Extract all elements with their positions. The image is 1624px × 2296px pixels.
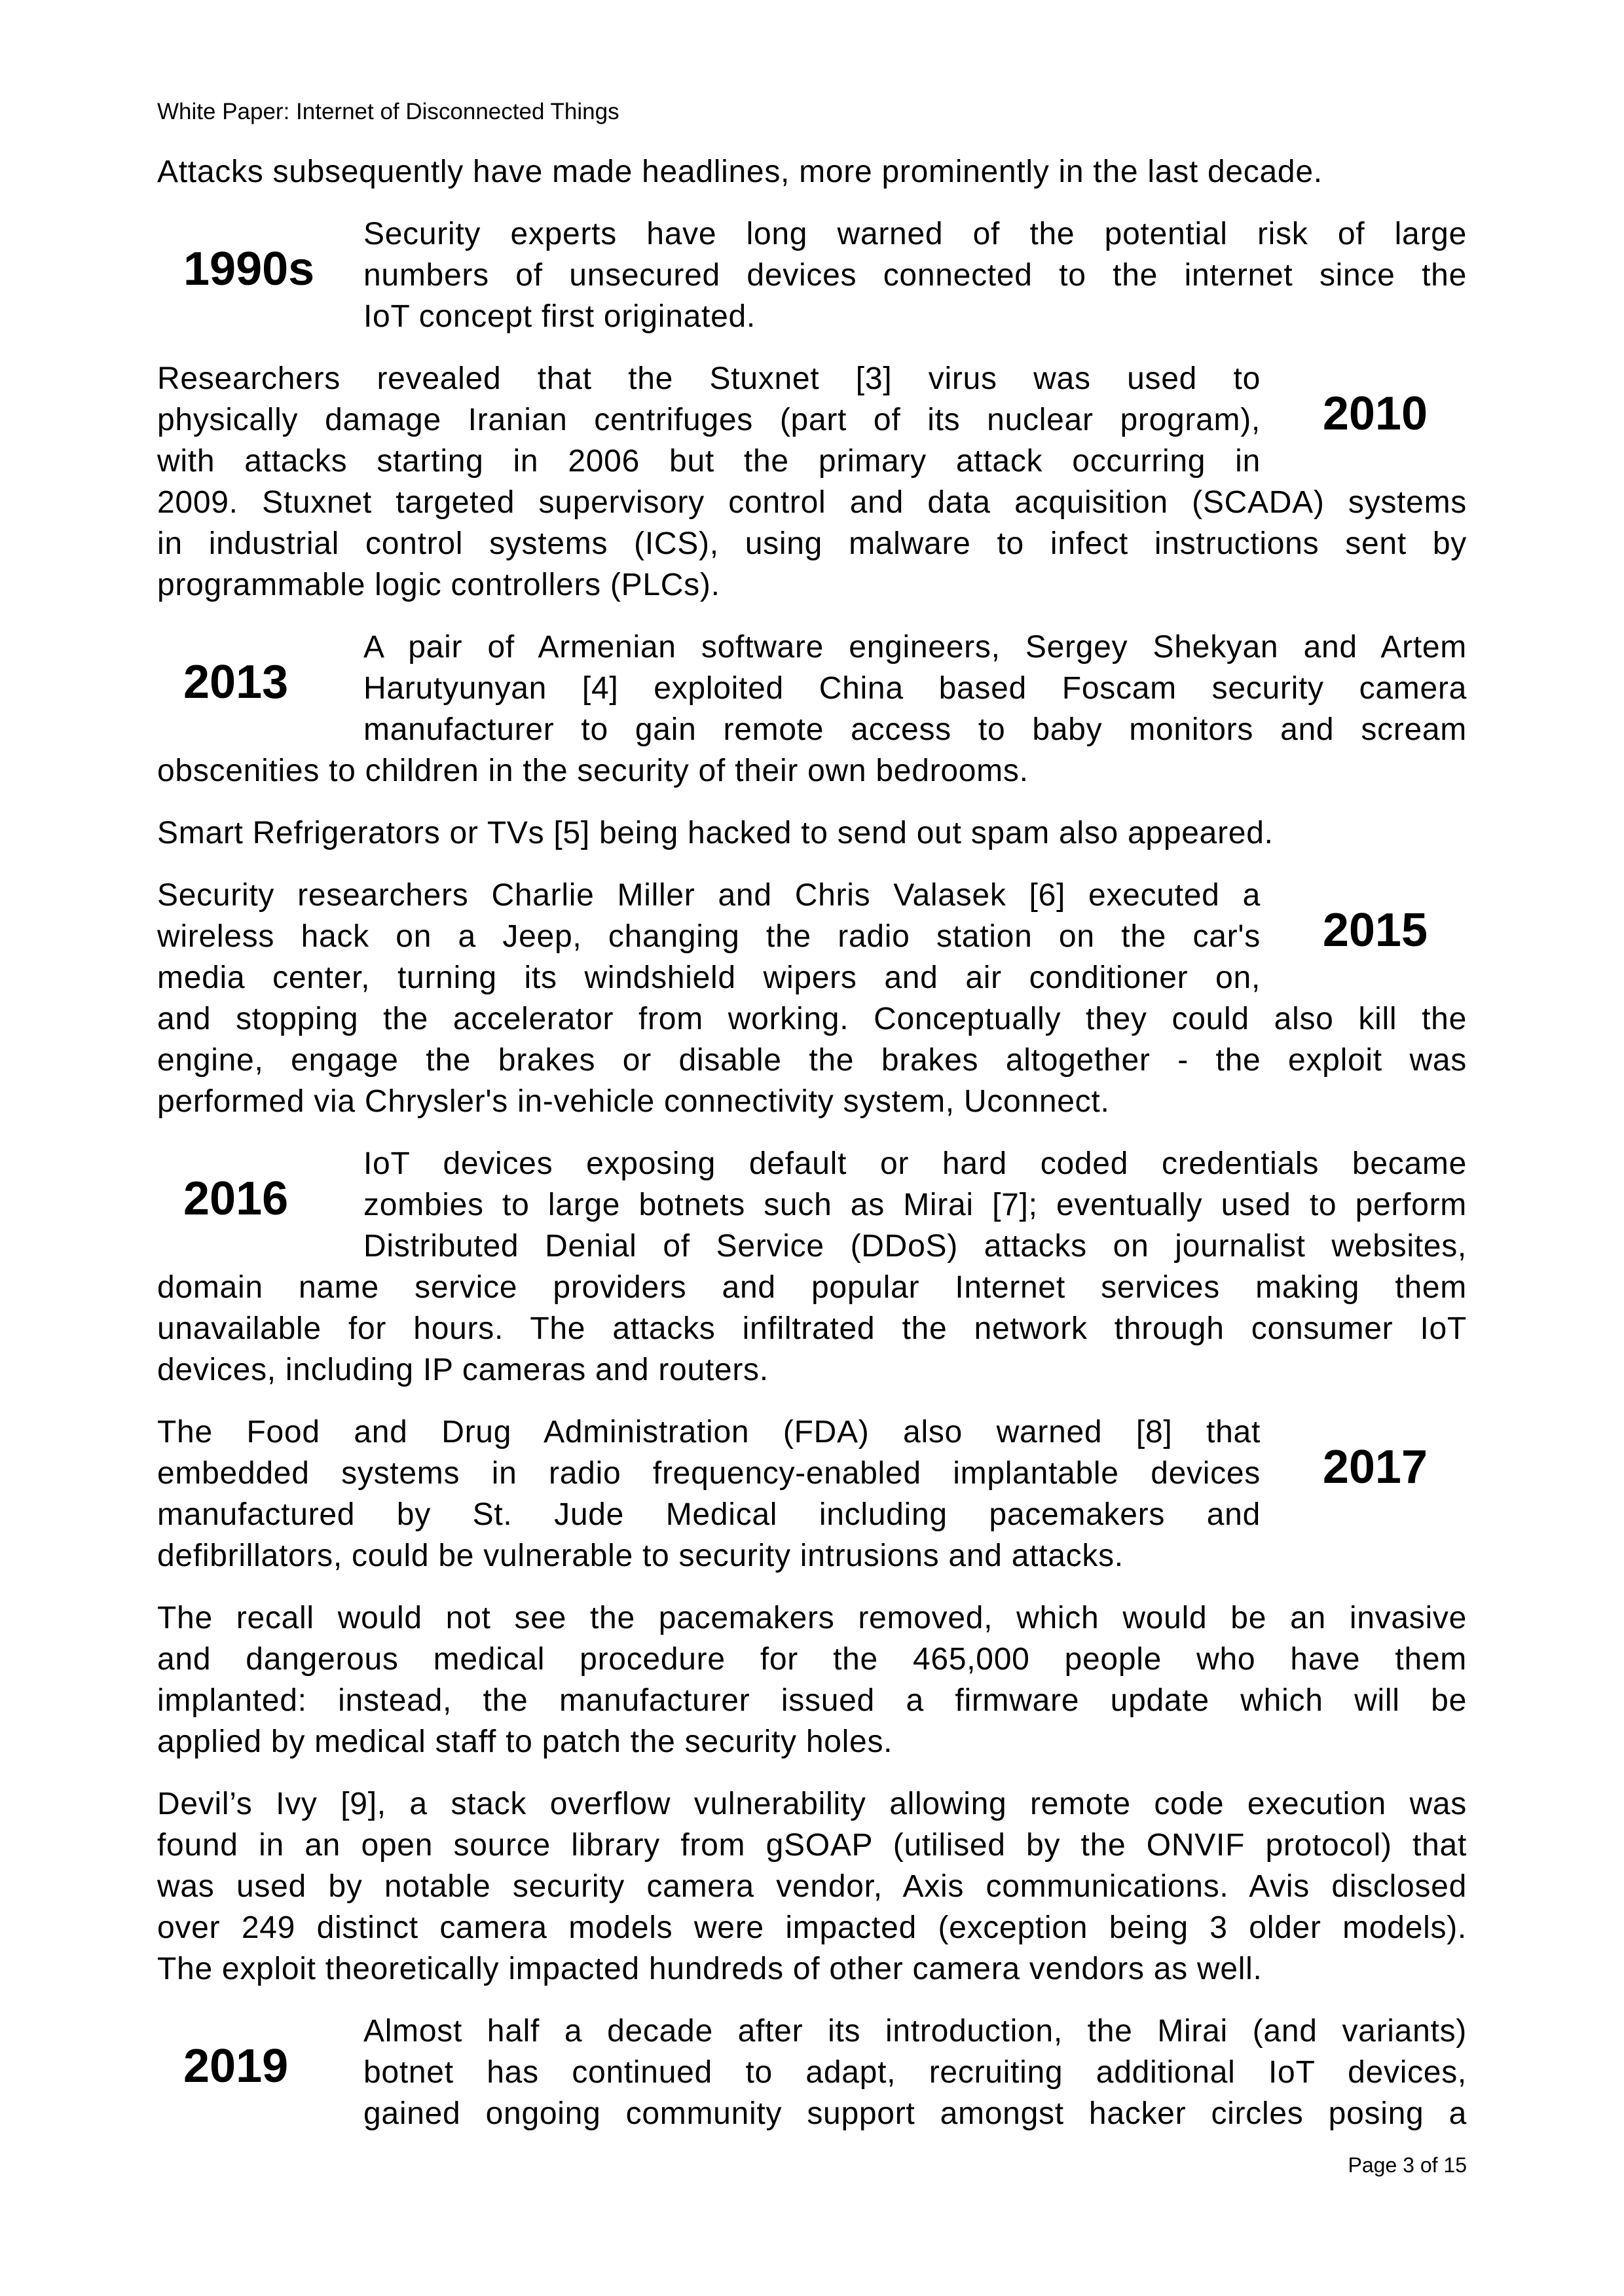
text-line: media center, turning its windshield wipers and air conditioner on, (157, 960, 1261, 995)
text-line: with attacks starting in 2006 but the primary attack occurring in (157, 444, 1261, 479)
year-label-1990s: 1990s (183, 243, 315, 295)
text-line: manufactured by St. Jude Medical including pacemakers and (157, 1497, 1261, 1532)
text-line: botnet has continued to adapt, recruiting additional IoT devices, (363, 2055, 1467, 2090)
timeline-section-2013 (157, 627, 1467, 792)
timeline-section-2016 (157, 1143, 1467, 1391)
text-line: in industrial control systems (ICS), using malware to infect instructions sent by (157, 526, 1467, 561)
year-label-2010: 2010 (1322, 388, 1428, 440)
timeline-section-2010 (157, 358, 1467, 606)
text-line: unavailable for hours. The attacks infiltrated the network through consumer IoT (157, 1311, 1467, 1346)
text-line: Security researchers Charlie Miller and Chris Valasek [6] executed a (157, 878, 1261, 913)
text-line: gained ongoing community support amongst hacker circles posing a (363, 2096, 1467, 2131)
year-label-2013: 2013 (183, 656, 289, 708)
text-line: numbers of unsecured devices connected to the internet since the (363, 258, 1467, 293)
text-line: obscenities to children in the security of their own bedrooms. (157, 754, 1029, 788)
text-line: 2009. Stuxnet targeted supervisory control and data acquisition (SCADA) systems (157, 485, 1467, 520)
text-line: zombies to large botnets such as Mirai [7]; eventually used to perform (363, 1188, 1467, 1222)
document-header: White Paper: Internet of Disconnected Things (157, 99, 619, 124)
text-line: The recall would not see the pacemakers removed, which would be an invasive (157, 1601, 1467, 1635)
text-line: Almost half a decade after its introduction, the Mirai (and variants) (363, 2014, 1467, 2049)
text-line: Smart Refrigerators or TVs [5] being hacked to send out spam also appeared. (157, 816, 1274, 850)
text-line: Distributed Denial of Service (DDoS) attacks on journalist websites, (363, 1229, 1467, 1264)
text-line: implanted: instead, the manufacturer issued a firmware update which will be (157, 1683, 1467, 1718)
text-line: devices, including IP cameras and routers. (157, 1353, 769, 1387)
text-line: physically damage Iranian centrifuges (part of its nuclear program), (157, 403, 1261, 437)
text-line: domain name service providers and popular Internet services making them (157, 1270, 1467, 1305)
text-line: was used by notable security camera vendor, Axis communications. Avis disclosed (157, 1869, 1467, 1904)
paragraph-devils-ivy (157, 1783, 1467, 1990)
text-line: Security experts have long warned of the potential risk of large (363, 217, 1467, 251)
text-line: The Food and Drug Administration (FDA) also warned [8] that (157, 1415, 1261, 1449)
text-line: wireless hack on a Jeep, changing the radio station on the car's (157, 919, 1261, 954)
page-number: Page 3 of 15 (1348, 2153, 1467, 2177)
paragraph-smart-refrigerators (157, 812, 1467, 854)
text-line: programmable logic controllers (PLCs). (157, 568, 720, 602)
intro-paragraph (157, 151, 1467, 192)
year-label-2017: 2017 (1322, 1441, 1428, 1493)
text-line: Harutyunyan [4] exploited China based Foscam security camera (363, 671, 1467, 706)
timeline-section-2017 (157, 1412, 1467, 1576)
paragraph-pacemaker-recall (157, 1597, 1467, 1762)
text-line: found in an open source library from gSOAP (utilised by the ONVIF protocol) that (157, 1828, 1467, 1863)
text-line: The exploit theoretically impacted hundreds of other camera vendors as well. (157, 1952, 1263, 1986)
timeline-section-2015 (157, 875, 1467, 1122)
text-line: engine, engage the brakes or disable the brakes altogether - the exploit was (157, 1043, 1467, 1078)
text-line: A pair of Armenian software engineers, Sergey Shekyan and Artem (363, 630, 1467, 665)
year-label-2015: 2015 (1322, 904, 1428, 957)
text-line: and dangerous medical procedure for the 465,000 people who have them (157, 1642, 1467, 1677)
text-line: defibrillators, could be vulnerable to security intrusions and attacks. (157, 1539, 1124, 1573)
document-body (157, 151, 1467, 2155)
text-line: IoT concept first originated. (363, 299, 756, 334)
text-line: and stopping the accelerator from working. Conceptually they could also kill the (157, 1002, 1467, 1036)
text-line: Devil’s Ivy [9], a stack overflow vulnerability allowing remote code execution was (157, 1787, 1467, 1821)
text-line: over 249 distinct camera models were impacted (exception being 3 older models). (157, 1910, 1467, 1945)
text-line: applied by medical staff to patch the security holes. (157, 1724, 893, 1759)
text-line: manufacturer to gain remote access to baby monitors and scream (363, 712, 1467, 747)
text-line: embedded systems in radio frequency-enabled implantable devices (157, 1456, 1261, 1491)
text-line: performed via Chrysler's in-vehicle connectivity system, Uconnect. (157, 1084, 1110, 1119)
timeline-section-1990s (157, 213, 1467, 337)
text-line: Attacks subsequently have made headlines, more prominently in the last decade. (157, 155, 1323, 189)
timeline-section-2019 (157, 2011, 1467, 2134)
year-label-2016: 2016 (183, 1173, 289, 1225)
year-label-2019: 2019 (183, 2040, 289, 2092)
text-line: IoT devices exposing default or hard coded credentials became (363, 1146, 1467, 1181)
text-line: Researchers revealed that the Stuxnet [3] virus was used to (157, 361, 1261, 396)
